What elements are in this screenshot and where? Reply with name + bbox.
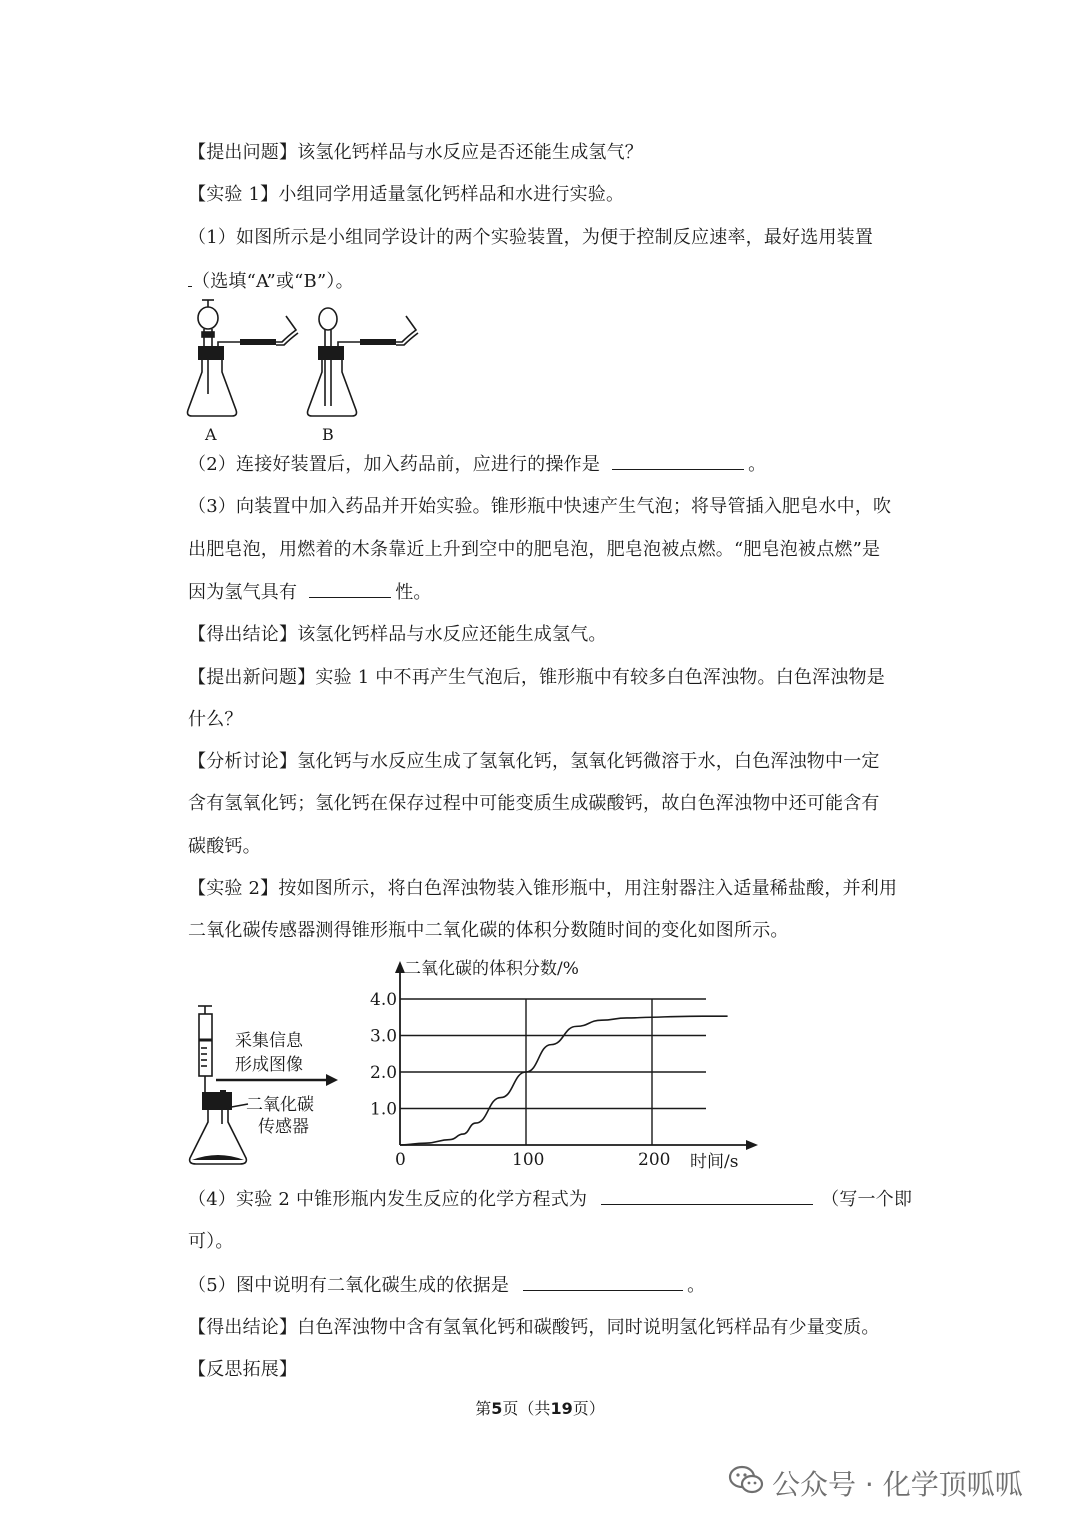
x-axis-label: 时间/s [690,1152,739,1172]
paragraph-problem: 【提出问题】该氢化钙样品与水反应是否还能生成氢气？ [188,142,643,163]
question-4-line-2: 可）。 [188,1231,234,1252]
apparatus-b [308,308,419,416]
x-tick-label: 100 [512,1150,545,1170]
y-tick-label: 2.0 [370,1063,398,1083]
total-page-number: 19 [550,1399,573,1418]
page-footer: 第5页（共19页） [475,1399,605,1418]
sensor-label-1: 二氧化碳 [246,1095,314,1115]
paragraph-discussion-line-2: 含有氢氧化钙；氢化钙在保存过程中可能变质生成碳酸钙，故白色浑浊物中还可能含有 [188,793,880,814]
current-page-number: 5 [491,1399,503,1418]
paragraph-new-question-line-2: 什么？ [188,709,243,730]
answer-blank-3[interactable] [309,581,391,598]
collect-info-label-1: 采集信息 [235,1031,303,1051]
wechat-watermark [728,1461,1023,1505]
apparatus-a-b-figure [180,298,430,448]
chart-grid [400,999,706,1145]
paragraph-experiment-2-line-1: 【实验 2】按如图所示，将白色浑浊物装入锥形瓶中，用注射器注入适量稀盐酸，并利用 [188,878,898,899]
x-tick-label: 200 [638,1150,671,1170]
question-3-line-2: 出肥皂泡，用燃着的木条靠近上升到空中的肥皂泡，肥皂泡被点燃。“肥皂泡被点燃”是 [188,539,881,560]
y-tick-label: 1.0 [370,1099,398,1120]
paragraph-discussion-line-1: 【分析讨论】氢化钙与水反应生成了氢氧化钙，氢氧化钙微溶于水，白色浑浊物中一定 [188,751,880,772]
question-3-line-1: （3）向装置中加入药品并开始实验。锥形瓶中快速产生气泡；将导管插入肥皂水中，吹 [188,496,892,517]
apparatus-a [188,300,299,416]
paragraph-new-question-line-1: 【提出新问题】实验 1 中不再产生气泡后，锥形瓶中有较多白色浑浊物。白色浑浊物是 [188,667,885,688]
paragraph-experiment-1: 【实验 1】小组同学用适量氢化钙样品和水进行实验。 [188,184,625,205]
paragraph-reflection: 【反思拓展】 [188,1359,298,1380]
paragraph-conclusion-1: 【得出结论】该氢化钙样品与水反应还能生成氢气。 [188,624,607,645]
apparatus-b-label: B [322,425,334,444]
paragraph-discussion-line-3: 碳酸钙。 [188,836,261,857]
question-2: （2）连接好装置后，加入药品前，应进行的操作是 。 [188,454,767,475]
y-axis-label: 二氧化碳的体积分数/% [404,959,579,979]
answer-blank-5[interactable] [523,1274,683,1291]
question-3-line-3: 因为氢气具有 性。 [188,582,432,603]
paragraph-experiment-2-line-2: 二氧化碳传感器测得锥形瓶中二氧化碳的体积分数随时间的变化如图所示。 [188,920,789,941]
answer-blank-4[interactable] [601,1188,813,1205]
question-1-line-2: （选填“A”或“B”）。 [188,270,918,293]
question-4-line-1: （4）实验 2 中锥形瓶内发生反应的化学方程式为 （写一个即 [188,1189,913,1210]
question-5: （5）图中说明有二氧化碳生成的依据是 。 [188,1275,706,1296]
wechat-icon [728,1465,764,1502]
y-tick-label: 3.0 [370,1026,398,1047]
sensor-label-2: 传感器 [258,1117,309,1137]
co2-volume-fraction-chart [358,955,768,1175]
apparatus-a-label: A [205,425,217,444]
watermark-text: 公众号 · 化学顶呱呱 [772,1468,1023,1501]
x-axis-arrow [746,1140,758,1150]
experiment-2-setup-figure [180,1000,350,1170]
x-tick-label: 0 [395,1150,406,1170]
answer-blank-2[interactable] [612,453,744,470]
y-tick-label: 4.0 [370,990,398,1010]
question-1-line-1: （1）如图所示是小组同学设计的两个实验装置，为便于控制反应速率，最好选用装置 [188,227,874,248]
paragraph-conclusion-2: 【得出结论】白色浑浊物中含有氢氧化钙和碳酸钙，同时说明氢化钙样品有少量变质。 [188,1317,880,1338]
collect-info-label-2: 形成图像 [235,1055,303,1075]
chart-axes [395,961,758,1150]
